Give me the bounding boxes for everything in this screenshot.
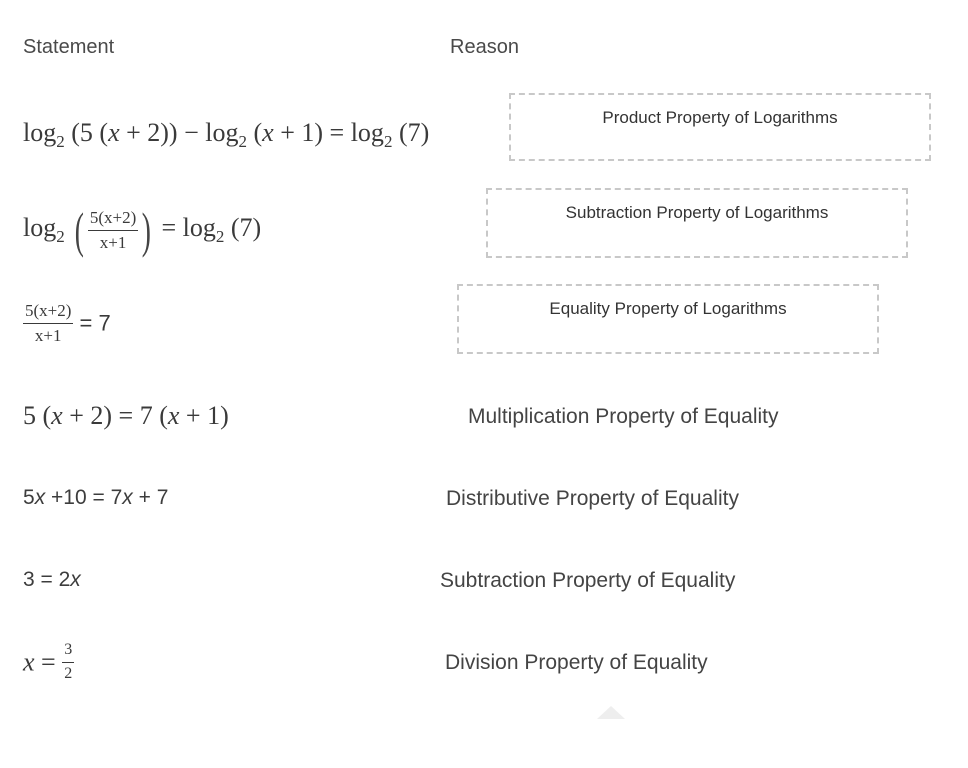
log-base: 2 bbox=[56, 226, 65, 246]
log-text: log bbox=[182, 212, 216, 242]
var-x: x bbox=[262, 118, 274, 147]
fraction-numerator: 5(x+2) bbox=[23, 302, 73, 324]
answer-chip-3[interactable]: Equality Property of Logarithms bbox=[549, 299, 787, 318]
log-base: 2 bbox=[56, 132, 65, 151]
drop-zone-2[interactable] bbox=[486, 188, 908, 258]
fraction-numerator: 5(x+2) bbox=[88, 209, 138, 231]
expr-part: 5 bbox=[23, 486, 35, 509]
log-base: 2 bbox=[215, 226, 225, 246]
log-text: log bbox=[23, 212, 57, 242]
right-paren: ) bbox=[142, 202, 152, 258]
expr-part: + 1) = bbox=[273, 118, 351, 147]
var-x: x bbox=[51, 401, 63, 430]
expr-part: + 7 bbox=[132, 486, 169, 509]
expr-part: (7) bbox=[224, 212, 262, 242]
fraction bbox=[88, 209, 138, 252]
answer-chip-2[interactable]: Subtraction Property of Logarithms bbox=[565, 203, 829, 222]
statement-5 bbox=[23, 486, 168, 510]
fraction-denominator: 2 bbox=[64, 664, 73, 682]
drop-zone-3[interactable] bbox=[457, 284, 879, 354]
var-x: x bbox=[34, 486, 46, 509]
expr-part: + 1) bbox=[179, 401, 229, 430]
statement-2 bbox=[23, 202, 262, 258]
statement-7 bbox=[23, 642, 74, 683]
reason-5: Distributive Property of Equality bbox=[446, 487, 739, 510]
expr-part: +10 = 7 bbox=[45, 486, 123, 509]
reason-6: Subtraction Property of Equality bbox=[440, 569, 736, 592]
caret-up-icon[interactable] bbox=[597, 706, 625, 719]
log-base: 2 bbox=[383, 132, 393, 151]
log-text: log bbox=[205, 118, 239, 147]
var-x: x bbox=[23, 647, 35, 677]
statement-4 bbox=[23, 401, 229, 431]
drop-zone-1[interactable] bbox=[509, 93, 931, 161]
expr-part: ( bbox=[247, 118, 263, 147]
reason-header: Reason bbox=[450, 36, 519, 58]
expr-part: = bbox=[34, 647, 63, 677]
expr-part: 5 ( bbox=[23, 401, 52, 430]
var-x: x bbox=[108, 118, 120, 147]
var-x: x bbox=[122, 486, 133, 509]
var-x: x bbox=[70, 568, 81, 591]
fraction bbox=[62, 642, 74, 683]
statement-header: Statement bbox=[23, 36, 115, 58]
expr-part: (7) bbox=[392, 118, 430, 147]
answer-chip-1[interactable]: Product Property of Logarithms bbox=[602, 108, 838, 127]
var-x: x bbox=[167, 401, 180, 430]
expr-part: = bbox=[161, 212, 183, 242]
reason-7: Division Property of Equality bbox=[445, 651, 708, 674]
left-paren: ( bbox=[74, 202, 85, 258]
statement-3 bbox=[23, 302, 111, 345]
expr-part: = 7 bbox=[73, 310, 111, 336]
expr-part: + 2)) − bbox=[119, 118, 206, 147]
expr-part: 3 = 2 bbox=[23, 568, 71, 591]
expr-part: + 2) = 7 ( bbox=[62, 401, 168, 430]
log-text: log bbox=[23, 118, 57, 147]
fraction-numerator: 3 bbox=[62, 642, 74, 663]
fraction-denominator: x+1 bbox=[34, 325, 62, 345]
reason-4: Multiplication Property of Equality bbox=[468, 405, 779, 428]
expr-part: (5 ( bbox=[71, 118, 109, 147]
fraction-denominator: x+1 bbox=[99, 232, 127, 252]
statement-6 bbox=[23, 568, 81, 592]
log-base: 2 bbox=[238, 132, 247, 151]
statement-1 bbox=[23, 118, 430, 151]
log-text: log bbox=[350, 118, 384, 147]
fraction bbox=[23, 302, 73, 345]
